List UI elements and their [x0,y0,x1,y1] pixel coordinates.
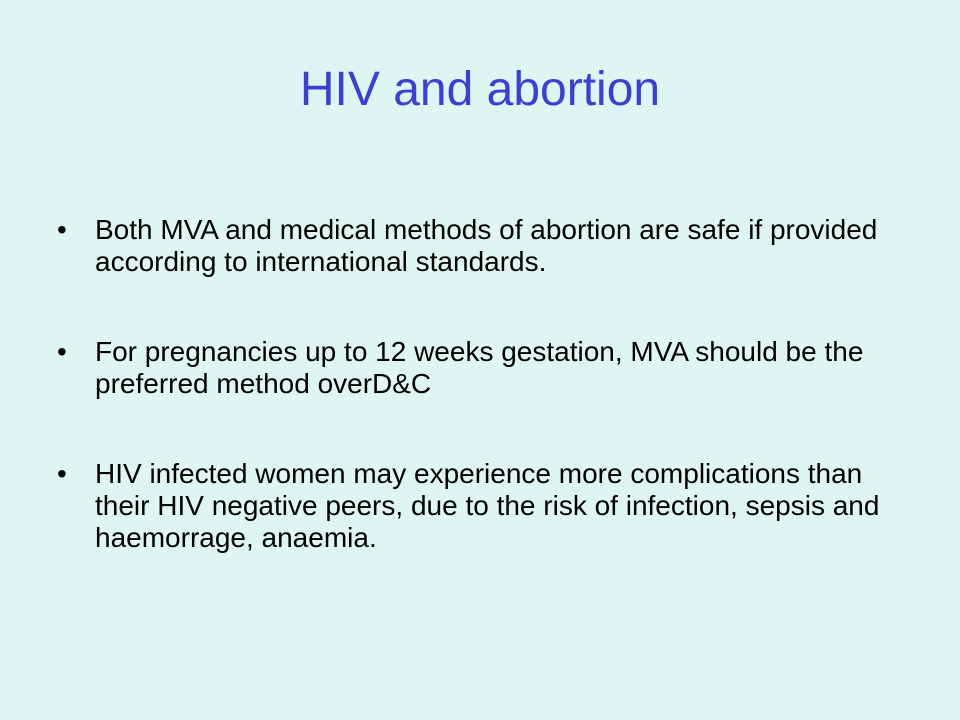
bullet-item-2 [57,336,917,400]
bullet-point-icon: • [57,214,67,245]
slide-title: HIV and abortion [299,63,661,116]
bullet-point-icon: • [57,458,67,489]
bullet-text-1: Both MVA and medical methods of abortion are safe if provided according to international standards. [95,214,878,277]
bullet-item-3 [57,458,917,554]
bullet-point-icon: • [57,336,67,367]
bullet-item-1 [57,214,917,278]
bullet-text-2: For pregnancies up to 12 weeks gestation, MVA should be the preferred method overD&C [95,336,864,399]
bullet-list [57,214,917,612]
bullet-text-3: HIV infected women may experience more complications than their HIV negative peers, due to the risk of infection, sepsis and haemorrage, anaemia. [95,458,880,553]
